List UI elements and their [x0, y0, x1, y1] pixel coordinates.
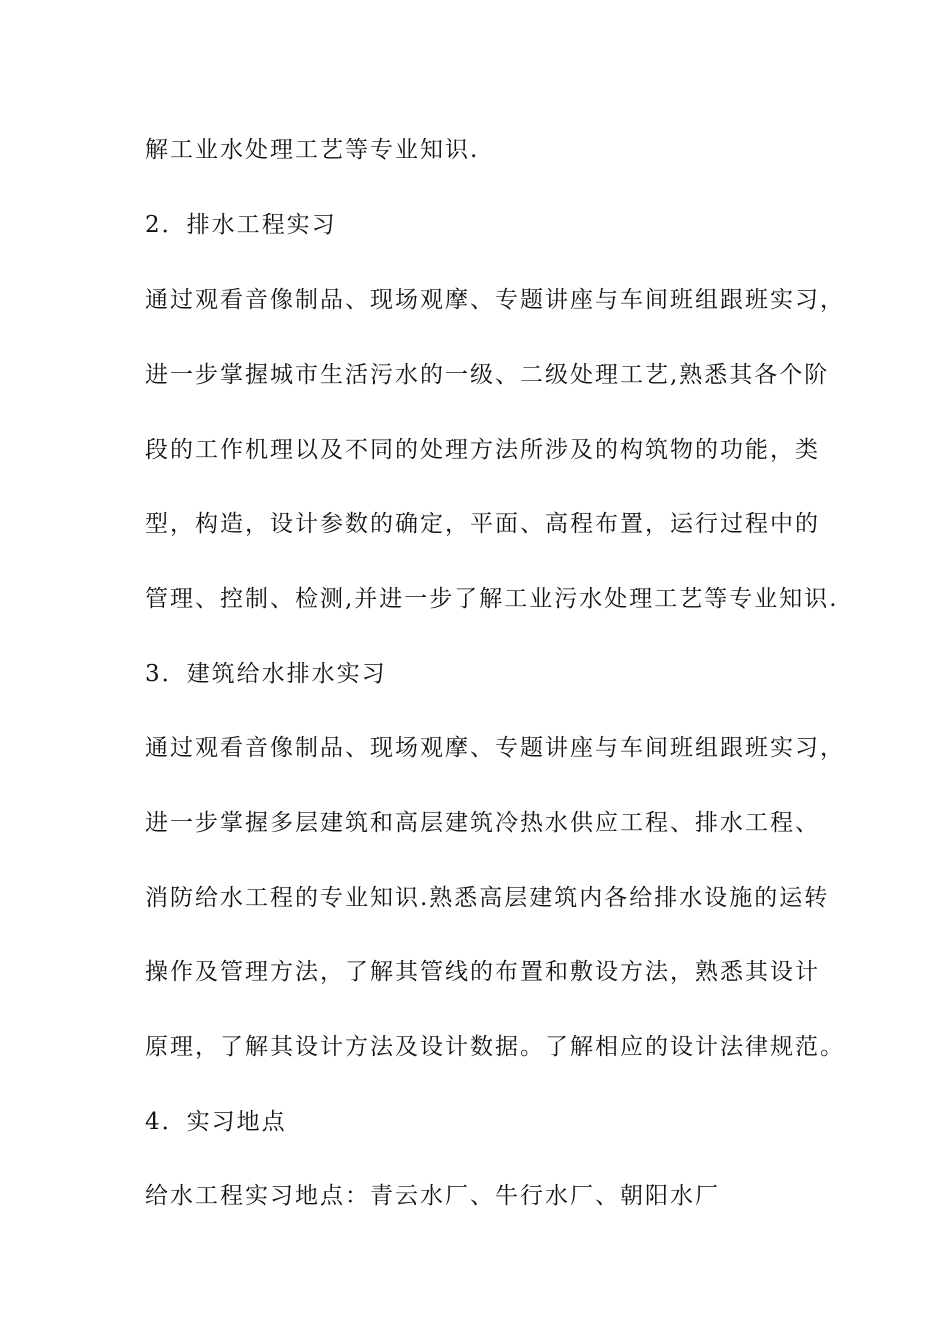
section-heading: 2．排水工程实习 [145, 212, 337, 238]
paragraph-line: 给水工程实习地点：青云水厂、牛行水厂、朝阳水厂 [145, 1183, 720, 1209]
paragraph-line: 段的工作机理以及不同的处理方法所涉及的构筑物的功能，类 [145, 437, 820, 463]
paragraph-line: 原理，了解其设计方法及设计数据。了解相应的设计法律规范。 [145, 1034, 845, 1060]
paragraph-line: 通过观看音像制品、现场观摩、专题讲座与车间班组跟班实习， [145, 287, 845, 313]
paragraph-line: 管理、控制、检测,并进一步了解工业污水处理工艺等专业知识. [145, 586, 839, 612]
paragraph-line: 进一步掌握多层建筑和高层建筑冷热水供应工程、排水工程、 [145, 810, 820, 836]
section-heading: 4．实习地点 [145, 1109, 287, 1135]
section-heading: 3．建筑给水排水实习 [145, 661, 387, 687]
paragraph-line: 进一步掌握城市生活污水的一级、二级处理工艺,熟悉其各个阶 [145, 362, 830, 388]
paragraph-line: 消防给水工程的专业知识.熟悉高层建筑内各给排水设施的运转 [145, 885, 830, 911]
paragraph-line: 型，构造，设计参数的确定，平面、高程布置，运行过程中的 [145, 511, 820, 537]
paragraph-line: 解工业水处理工艺等专业知识. [145, 137, 480, 163]
paragraph-line: 通过观看音像制品、现场观摩、专题讲座与车间班组跟班实习， [145, 735, 845, 761]
paragraph-line: 操作及管理方法，了解其管线的布置和敷设方法，熟悉其设计 [145, 959, 820, 985]
